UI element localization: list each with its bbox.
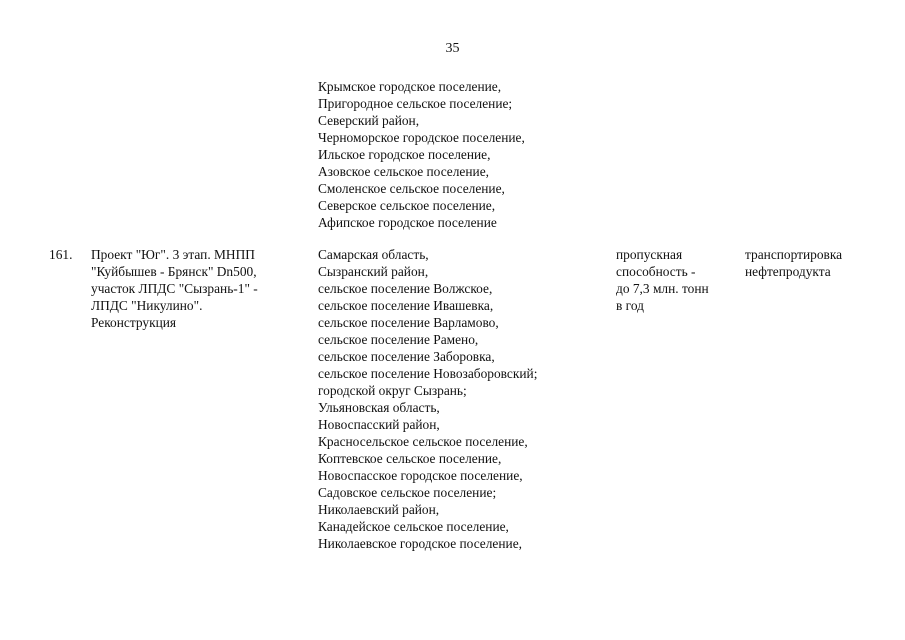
location-line: сельское поселение Рамено, (318, 332, 479, 347)
location-line: Афипское городское поселение (318, 215, 497, 230)
page-number: 35 (445, 41, 460, 56)
purpose-line: нефтепродукта (745, 264, 831, 279)
location-line: Сызранский район, (318, 264, 429, 279)
location-line: Коптевское сельское поселение, (318, 451, 502, 466)
location-line: Пригородное сельское поселение; (318, 96, 513, 111)
location-line: Самарская область, (318, 247, 429, 262)
row-locations-cell (318, 246, 537, 552)
location-line: Черноморское городское поселение, (318, 130, 525, 145)
location-line: Северский район, (318, 113, 420, 128)
location-line: Новоспасский район, (318, 417, 440, 432)
row-capacity-cell (616, 246, 709, 314)
location-line: Крымское городское поселение, (318, 79, 502, 94)
location-line: городской округ Сызрань; (318, 383, 467, 398)
location-line: сельское поселение Волжское, (318, 281, 493, 296)
capacity-line: до 7,3 млн. тонн (616, 281, 709, 296)
purpose-line: транспортировка (745, 247, 843, 262)
location-line: Красносельское сельское поселение, (318, 434, 528, 449)
location-line: сельское поселение Ивашевка, (318, 298, 494, 313)
capacity-line: пропускная (616, 247, 683, 262)
location-line: Ульяновская область, (318, 400, 440, 415)
location-line: Садовское сельское поселение; (318, 485, 497, 500)
capacity-line: способность - (616, 264, 696, 279)
project-name-line: "Куйбышев - Брянск" Dn500, (91, 264, 257, 279)
location-line: Николаевский район, (318, 502, 440, 517)
location-line: Николаевское городское поселение, (318, 536, 522, 551)
location-line: Смоленское сельское поселение, (318, 181, 505, 196)
location-line: Новоспасское городское поселение, (318, 468, 523, 483)
row-name-cell (91, 246, 258, 331)
location-line: сельское поселение Новозаборовский; (318, 366, 538, 381)
row-number-cell: 161. (49, 247, 73, 262)
project-name-line: Реконструкция (91, 315, 177, 330)
location-line: Северское сельское поселение, (318, 198, 496, 213)
location-line: Азовское сельское поселение, (318, 164, 489, 179)
row-purpose-cell (745, 246, 842, 280)
capacity-line: в год (616, 298, 644, 313)
location-line: Канадейское сельское поселение, (318, 519, 509, 534)
location-line: сельское поселение Варламово, (318, 315, 499, 330)
continuation-locations-cell (318, 78, 525, 231)
location-line: Ильское городское поселение, (318, 147, 491, 162)
project-name-line: ЛПДС "Никулино". (91, 298, 203, 313)
location-line: сельское поселение Заборовка, (318, 349, 495, 364)
project-name-line: Проект "Юг". 3 этап. МНПП (91, 247, 255, 262)
project-name-line: участок ЛПДС "Сызрань-1" - (91, 281, 258, 296)
